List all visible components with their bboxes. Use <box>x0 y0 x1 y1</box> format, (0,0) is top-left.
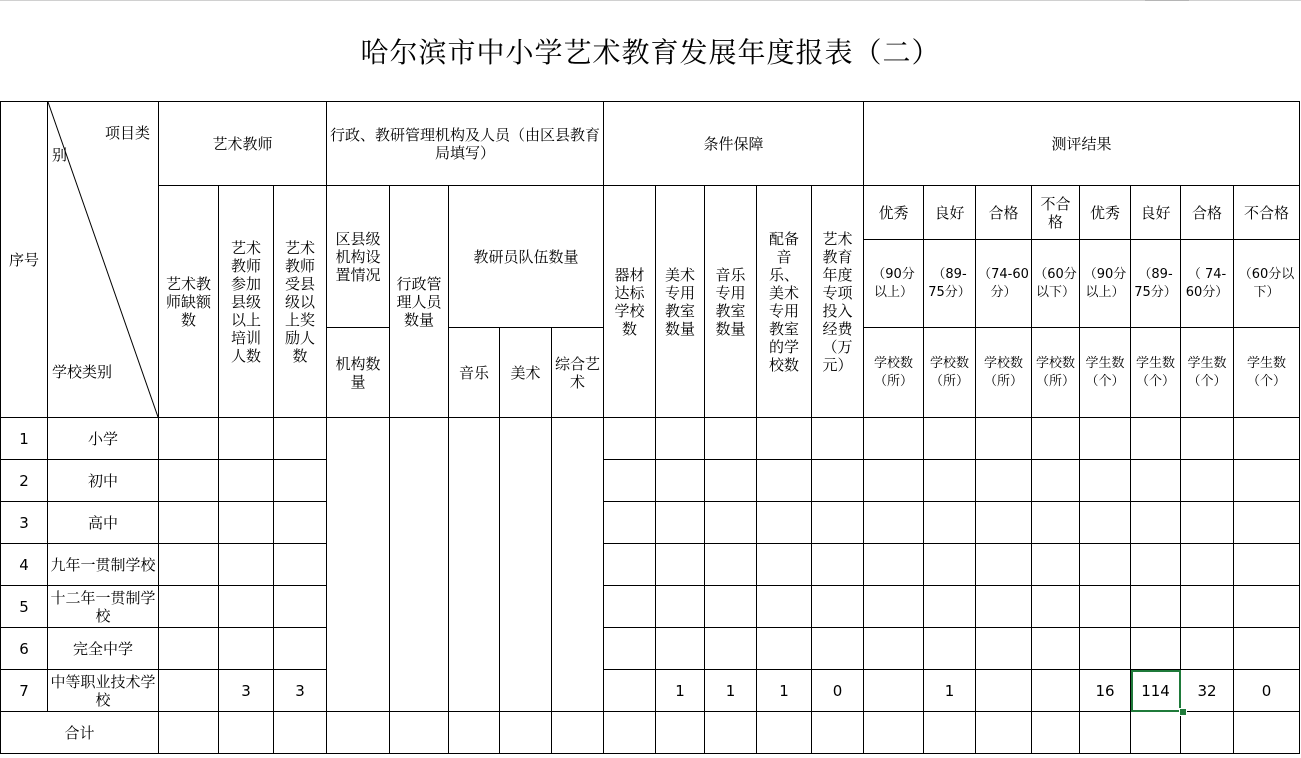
cell[interactable] <box>976 544 1032 586</box>
cell-county-org-merged[interactable] <box>327 418 390 712</box>
cell-school-fail[interactable] <box>1032 670 1080 712</box>
cell[interactable] <box>159 460 219 502</box>
eval-grade[interactable]: 良好 <box>924 186 976 240</box>
cell-student-excellent[interactable]: 16 <box>1080 670 1131 712</box>
cell[interactable] <box>924 460 976 502</box>
cell[interactable] <box>1080 502 1131 544</box>
cell-training[interactable]: 3 <box>219 670 274 712</box>
header-admin-staff[interactable]: 行政管理人员数量 <box>390 186 449 418</box>
cell[interactable] <box>1032 502 1080 544</box>
cell[interactable] <box>159 418 219 460</box>
eval-range[interactable]: （60分以下） <box>1032 240 1080 328</box>
cell[interactable] <box>705 544 757 586</box>
eval-unit[interactable]: 学校数（所） <box>976 328 1032 418</box>
cell[interactable] <box>757 586 812 628</box>
row-school-type[interactable]: 九年一贯制学校 <box>48 544 159 586</box>
row-seq[interactable]: 5 <box>1 586 48 628</box>
cell[interactable] <box>1131 418 1181 460</box>
cell[interactable] <box>390 712 449 754</box>
selection-fill-handle[interactable] <box>1179 708 1187 716</box>
cell[interactable] <box>656 502 705 544</box>
cell[interactable] <box>1032 628 1080 670</box>
cell[interactable] <box>1234 712 1300 754</box>
eval-range[interactable]: （60分以下） <box>1234 240 1300 328</box>
cell[interactable] <box>1181 628 1234 670</box>
cell[interactable] <box>1032 544 1080 586</box>
cell[interactable] <box>864 418 924 460</box>
table-row <box>1 544 1300 586</box>
cell[interactable] <box>976 712 1032 754</box>
cell[interactable] <box>656 544 705 586</box>
table-row <box>1 670 1300 712</box>
report-title: 哈尔滨市中小学艺术教育发展年度报表（二） <box>360 36 941 69</box>
cell[interactable] <box>976 586 1032 628</box>
cell[interactable] <box>1181 586 1234 628</box>
cell-school-pass[interactable] <box>976 670 1032 712</box>
cell[interactable] <box>1181 712 1234 754</box>
header-group-eval[interactable]: 测评结果 <box>864 102 1300 186</box>
header-research-integrated[interactable]: 综合艺术 <box>552 328 604 418</box>
cell[interactable] <box>1234 544 1300 586</box>
cell[interactable] <box>1181 502 1234 544</box>
cell[interactable] <box>976 418 1032 460</box>
cell[interactable] <box>1234 586 1300 628</box>
cell[interactable] <box>1234 628 1300 670</box>
row-school-type[interactable]: 小学 <box>48 418 159 460</box>
cell[interactable] <box>656 628 705 670</box>
cell[interactable] <box>924 544 976 586</box>
header-group-conditions[interactable]: 条件保障 <box>604 102 864 186</box>
cell[interactable] <box>1131 628 1181 670</box>
cell[interactable] <box>219 628 274 670</box>
cell[interactable] <box>1181 460 1234 502</box>
cell[interactable] <box>274 502 327 544</box>
header-shortage[interactable]: 艺术教师缺额数 <box>159 186 219 418</box>
cell-admin-staff-merged[interactable] <box>390 418 449 712</box>
cell[interactable] <box>812 712 864 754</box>
cell-music-room[interactable]: 1 <box>705 670 757 712</box>
eval-range[interactable]: （89-75分） <box>924 240 976 328</box>
header-research-staff[interactable]: 教研员队伍数量 <box>449 186 604 328</box>
cell[interactable] <box>274 418 327 460</box>
cell[interactable] <box>604 502 656 544</box>
eval-unit[interactable]: 学生数（个） <box>1234 328 1300 418</box>
diag-label-item-2: 别 <box>52 146 68 164</box>
cell[interactable] <box>705 502 757 544</box>
cell[interactable] <box>449 712 500 754</box>
row-seq[interactable]: 4 <box>1 544 48 586</box>
cell-funding[interactable]: 0 <box>812 670 864 712</box>
table-row <box>1 586 1300 628</box>
cell[interactable] <box>812 502 864 544</box>
cell[interactable] <box>864 586 924 628</box>
row-seq[interactable]: 2 <box>1 460 48 502</box>
total-label[interactable]: 合计 <box>1 712 159 754</box>
cell[interactable] <box>812 544 864 586</box>
header-diagonal-cell[interactable] <box>48 102 159 418</box>
diag-label-school-type: 学校类别 <box>52 363 113 381</box>
cell[interactable] <box>274 712 327 754</box>
cell[interactable] <box>1181 418 1234 460</box>
cell-awards[interactable]: 3 <box>274 670 327 712</box>
cell[interactable] <box>864 712 924 754</box>
cell[interactable] <box>1131 712 1181 754</box>
cell[interactable] <box>864 502 924 544</box>
cell[interactable] <box>604 460 656 502</box>
cell[interactable] <box>924 502 976 544</box>
cell-school-excellent[interactable] <box>864 670 924 712</box>
cell[interactable] <box>219 418 274 460</box>
row-seq[interactable]: 3 <box>1 502 48 544</box>
header-group-teachers[interactable]: 艺术教师 <box>159 102 327 186</box>
cell[interactable] <box>924 712 976 754</box>
cell[interactable] <box>1234 418 1300 460</box>
cell[interactable] <box>159 544 219 586</box>
cell[interactable] <box>924 418 976 460</box>
cell[interactable] <box>1131 460 1181 502</box>
report-table <box>0 101 1300 754</box>
cell[interactable] <box>219 502 274 544</box>
eval-range[interactable]: （90分以上） <box>864 240 924 328</box>
cell[interactable] <box>976 502 1032 544</box>
cell-research-integrated-merged[interactable] <box>552 418 604 712</box>
cell[interactable] <box>864 544 924 586</box>
header-group-admin[interactable]: 行政、教研管理机构及人员（由区县教育局填写） <box>327 102 604 186</box>
cell[interactable] <box>604 586 656 628</box>
cell[interactable] <box>812 418 864 460</box>
cell-school-good[interactable]: 1 <box>924 670 976 712</box>
cell[interactable] <box>1080 418 1131 460</box>
cell[interactable] <box>604 544 656 586</box>
header-art-room[interactable]: 美术专用教室数量 <box>656 186 705 418</box>
eval-grade[interactable]: 合格 <box>1181 186 1234 240</box>
header-county-org[interactable]: 区县级机构设置情况 <box>327 186 390 328</box>
cell[interactable] <box>1032 586 1080 628</box>
row-school-type[interactable]: 完全中学 <box>48 628 159 670</box>
cell[interactable] <box>864 628 924 670</box>
table-row <box>1 460 1300 502</box>
cell[interactable] <box>976 460 1032 502</box>
cell[interactable] <box>812 460 864 502</box>
cell[interactable] <box>1131 544 1181 586</box>
header-training[interactable]: 艺术教师参加县级以上培训人数 <box>219 186 274 418</box>
row-school-type[interactable]: 高中 <box>48 502 159 544</box>
cell[interactable] <box>219 544 274 586</box>
header-funding[interactable]: 艺术教育年度专项投入经费（万元） <box>812 186 864 418</box>
cell[interactable] <box>757 418 812 460</box>
eval-unit[interactable]: 学校数（所） <box>1032 328 1080 418</box>
cell[interactable] <box>274 628 327 670</box>
header-equipment[interactable]: 器材达标学校数 <box>604 186 656 418</box>
cell[interactable] <box>604 712 656 754</box>
eval-unit[interactable]: 学生数（个） <box>1080 328 1131 418</box>
eval-grade[interactable]: 优秀 <box>864 186 924 240</box>
row-school-type[interactable]: 十二年一贯制学校 <box>48 586 159 628</box>
cell[interactable] <box>1080 712 1131 754</box>
cell[interactable] <box>757 502 812 544</box>
cell[interactable] <box>656 460 705 502</box>
cell[interactable] <box>705 628 757 670</box>
table-row <box>1 418 1300 460</box>
header-awards[interactable]: 艺术教师受县级以上奖励人数 <box>274 186 327 418</box>
eval-range[interactable]: （89-75分） <box>1131 240 1181 328</box>
cell[interactable] <box>274 586 327 628</box>
eval-unit[interactable]: 学校数（所） <box>864 328 924 418</box>
cell[interactable] <box>1131 586 1181 628</box>
cell[interactable] <box>705 460 757 502</box>
cell[interactable] <box>500 712 552 754</box>
eval-unit[interactable]: 学校数（所） <box>924 328 976 418</box>
cell[interactable] <box>656 586 705 628</box>
eval-unit[interactable]: 学生数（个） <box>1181 328 1234 418</box>
header-music-room[interactable]: 音乐专用教室数量 <box>705 186 757 418</box>
cell-research-art-merged[interactable] <box>500 418 552 712</box>
eval-range[interactable]: （90分以上） <box>1080 240 1131 328</box>
row-seq[interactable]: 1 <box>1 418 48 460</box>
cell[interactable] <box>757 628 812 670</box>
cell[interactable] <box>656 418 705 460</box>
cell[interactable] <box>1080 586 1131 628</box>
cell[interactable] <box>274 460 327 502</box>
diag-label-item: 项目类 <box>104 124 150 142</box>
header-both-rooms[interactable]: 配备音乐、美术专用教室的学校数 <box>757 186 812 418</box>
eval-range[interactable]: （ 74-60分） <box>1181 240 1234 328</box>
cell[interactable] <box>159 586 219 628</box>
cell-both-rooms[interactable]: 1 <box>757 670 812 712</box>
cell[interactable] <box>656 712 705 754</box>
cell[interactable] <box>159 502 219 544</box>
eval-unit[interactable]: 学生数（个） <box>1131 328 1181 418</box>
cell[interactable] <box>159 712 219 754</box>
table-row <box>1 628 1300 670</box>
cell[interactable] <box>1032 418 1080 460</box>
row-school-type[interactable]: 初中 <box>48 460 159 502</box>
cell[interactable] <box>757 712 812 754</box>
cell[interactable] <box>274 544 327 586</box>
eval-grade[interactable]: 优秀 <box>1080 186 1131 240</box>
cell[interactable] <box>219 586 274 628</box>
cell[interactable] <box>219 460 274 502</box>
cell[interactable] <box>1032 712 1080 754</box>
table-row <box>1 502 1300 544</box>
row-school-type[interactable]: 中等职业技术学校 <box>48 670 159 712</box>
cell[interactable] <box>327 712 390 754</box>
cell-equipment[interactable] <box>604 670 656 712</box>
cell-research-music-merged[interactable] <box>449 418 500 712</box>
header-research-music[interactable]: 音乐 <box>449 328 500 418</box>
cell[interactable] <box>1234 460 1300 502</box>
table-row-total <box>1 712 1300 754</box>
cell[interactable] <box>705 418 757 460</box>
cell[interactable] <box>924 586 976 628</box>
cell[interactable] <box>1080 544 1131 586</box>
row-seq[interactable]: 6 <box>1 628 48 670</box>
cell-student-pass[interactable]: 32 <box>1181 670 1234 712</box>
row-seq[interactable]: 7 <box>1 670 48 712</box>
eval-range[interactable]: （74-60分） <box>976 240 1032 328</box>
cell[interactable] <box>1131 502 1181 544</box>
eval-grade[interactable]: 不合格 <box>1032 186 1080 240</box>
cell[interactable] <box>1032 460 1080 502</box>
eval-grade[interactable]: 合格 <box>976 186 1032 240</box>
cell[interactable] <box>705 712 757 754</box>
cell-shortage[interactable] <box>159 670 219 712</box>
cell-student-fail[interactable]: 0 <box>1234 670 1300 712</box>
cell[interactable] <box>864 460 924 502</box>
header-research-art[interactable]: 美术 <box>500 328 552 418</box>
cell[interactable] <box>604 628 656 670</box>
cell[interactable] <box>1234 502 1300 544</box>
cell[interactable] <box>757 460 812 502</box>
cell[interactable] <box>1080 628 1131 670</box>
cell-student-good-selected[interactable]: 114 <box>1131 670 1181 712</box>
cell[interactable] <box>924 628 976 670</box>
cell[interactable] <box>159 628 219 670</box>
cell[interactable] <box>757 544 812 586</box>
cell[interactable] <box>604 418 656 460</box>
eval-grade[interactable]: 良好 <box>1131 186 1181 240</box>
cell[interactable] <box>812 628 864 670</box>
cell[interactable] <box>812 586 864 628</box>
cell[interactable] <box>219 712 274 754</box>
cell[interactable] <box>976 628 1032 670</box>
cell[interactable] <box>705 586 757 628</box>
header-seq[interactable]: 序号 <box>1 102 48 418</box>
cell[interactable] <box>1181 544 1234 586</box>
cell[interactable] <box>552 712 604 754</box>
cell-art-room[interactable]: 1 <box>656 670 705 712</box>
header-org-count[interactable]: 机构数量 <box>327 328 390 418</box>
cell[interactable] <box>1080 460 1131 502</box>
eval-grade[interactable]: 不合格 <box>1234 186 1300 240</box>
